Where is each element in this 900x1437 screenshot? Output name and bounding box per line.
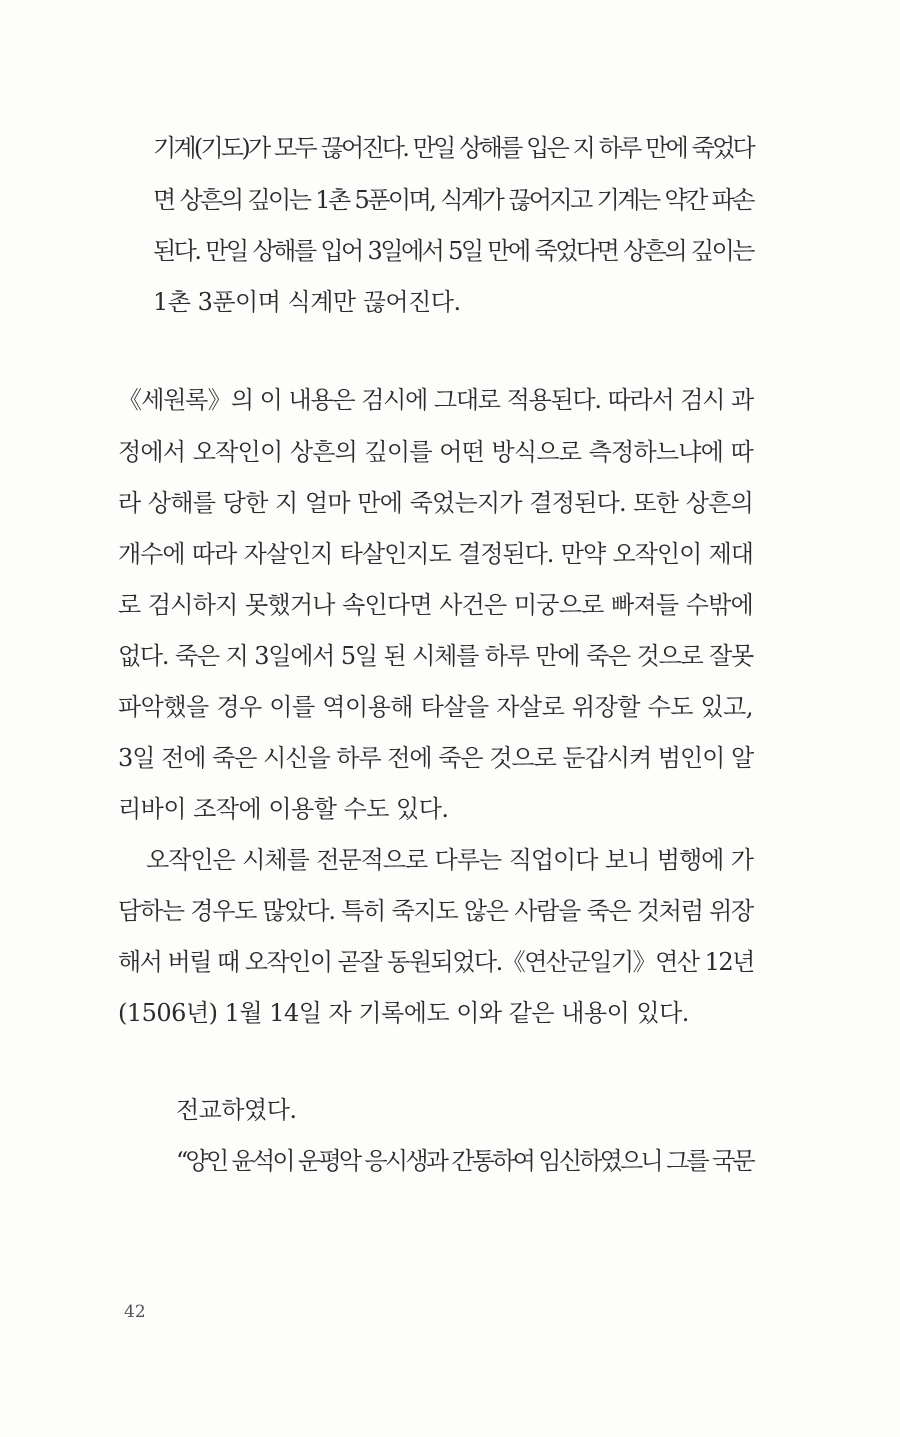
body-line: 3일 전에 죽은 시신을 하루 전에 죽은 것으로 둔갑시켜 범인이 알 bbox=[118, 744, 754, 772]
body-line: 담하는 경우도 많았다. 특히 죽지도 않은 사람을 죽은 것처럼 위장 bbox=[118, 897, 753, 925]
body-line: 정에서 오작인이 상흔의 깊이를 어떤 방식으로 측정하느냐에 따 bbox=[118, 438, 753, 466]
body-line: 오작인은 시체를 전문적으로 다루는 직업이다 보니 범행에 가 bbox=[146, 846, 753, 874]
body-line: (1506년) 1월 14일 자 기록에도 이와 같은 내용이 있다. bbox=[118, 999, 689, 1027]
body-line: 로 검시하지 못했거나 속인다면 사건은 미궁으로 빠져들 수밖에 bbox=[118, 591, 753, 619]
page-number: 42 bbox=[124, 1302, 146, 1322]
body-line: 파악했을 경우 이를 역이용해 타살을 자살로 위장할 수도 있고, bbox=[118, 693, 753, 721]
body-line: 《세원록》의 이 내용은 검시에 그대로 적용된다. 따라서 검시 과 bbox=[118, 386, 753, 414]
body-line: 개수에 따라 자살인지 타살인지도 결정된다. 만약 오작인이 제대 bbox=[118, 540, 753, 568]
block-quote-line: 1촌 3푼이며 식계만 끊어진다. bbox=[153, 288, 461, 316]
body-line: 라 상해를 당한 지 얼마 만에 죽었는지가 결정된다. 또한 상흔의 bbox=[118, 489, 753, 517]
block-quote-line: 된다. 만일 상해를 입어 3일에서 5일 만에 죽었다면 상흔의 깊이는 bbox=[153, 237, 753, 265]
body-line: 리바이 조작에 이용할 수도 있다. bbox=[118, 795, 449, 823]
body-line: 해서 버릴 때 오작인이 곧잘 동원되었다.《연산군일기》연산 12년 bbox=[118, 948, 754, 976]
citation-quote-line: “양인 윤석이 운평악 응시생과 간통하여 임신하였으니 그를 국문 bbox=[176, 1147, 753, 1175]
block-quote-line: 면 상흔의 깊이는 1촌 5푼이며, 식계가 끊어지고 기계는 약간 파손 bbox=[153, 186, 753, 214]
block-quote-line: 기계(기도)가 모두 끊어진다. 만일 상해를 입은 지 하루 만에 죽었다 bbox=[153, 134, 753, 162]
body-line: 없다. 죽은 지 3일에서 5일 된 시체를 하루 만에 죽은 것으로 잘못 bbox=[118, 642, 753, 670]
citation-intro: 전교하였다. bbox=[176, 1096, 297, 1124]
